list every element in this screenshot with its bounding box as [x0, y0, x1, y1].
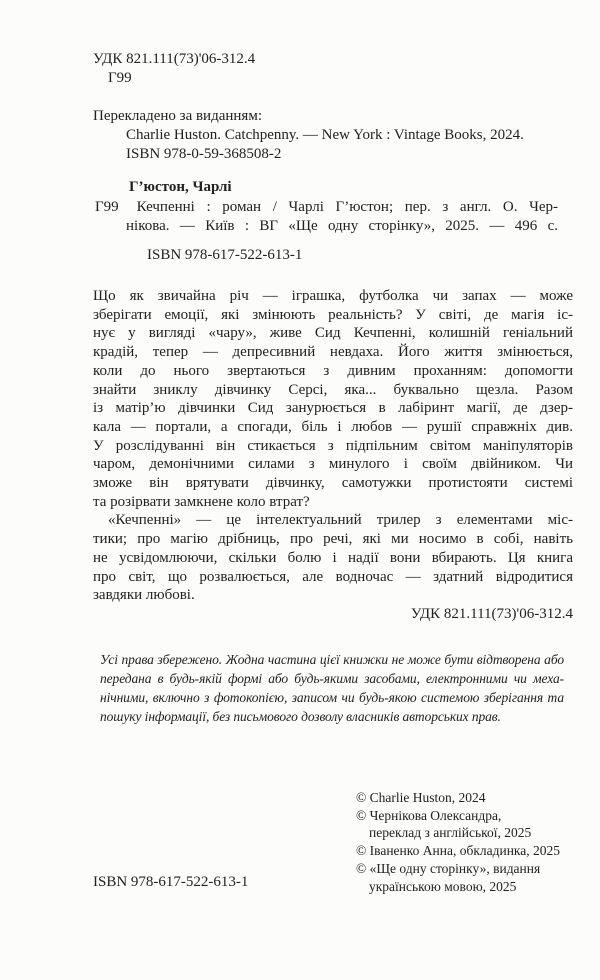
text-line: У розслідуванні він стикається з підпільним світом маніпуляторів: [93, 437, 573, 454]
text-line: нує у вигляді «чару», живе Сид Кечпенні, колишній геніальний: [93, 325, 573, 342]
annotation-paragraph-2: [93, 511, 573, 605]
isbn-bottom: ISBN 978-617-522-613-1: [93, 874, 249, 890]
rights-notice: [100, 650, 564, 726]
text-line: із матір’ю дівчинки Сид занурюється в лабіринт магії, де дзер-: [93, 400, 573, 417]
text-line: знайти зниклу дівчинку Серсі, яка... буквально щезла. Разом: [93, 381, 573, 398]
text-line: завдяки любові.: [93, 587, 195, 604]
text-line: українською мовою, 2025: [369, 878, 517, 894]
text-line: крадій, тепер — депресивний невдаха. Його життя змінюється,: [93, 344, 573, 361]
text-line: Що як звичайна річ — іграшка, футболка чи запах — може: [93, 288, 573, 304]
text-line: © Іваненко Анна, обкладинка, 2025: [356, 843, 561, 859]
udc-number: УДК 821.111(73)'06-312.4: [93, 51, 256, 67]
text-line: коли до нього звертаються з дивним проханням: допомогти: [93, 362, 573, 379]
catalog-author: Г’юстон, Чарлі: [129, 179, 232, 195]
text-line: передана в будь-якій формі або будь-якими засобами, електронними чи меха-: [100, 671, 564, 687]
text-line: чаром, демонічними силами з минулого і своїм двійником. Чи: [93, 456, 573, 473]
source-edition-label: Перекладено за виданням:: [93, 108, 262, 124]
copyright-block: [356, 789, 560, 895]
udc-number-bottom: УДК 821.111(73)'06-312.4: [410, 605, 573, 622]
text-line: зберігати емоції, які змінюють реальність? У світі, де магія іс-: [93, 306, 573, 323]
text-line: про світ, що розвалюється, але водночас — здатний відродитися: [93, 568, 573, 585]
catalog-card: [95, 178, 558, 237]
catalog-entry-line-2: нікова. — Київ : ВГ «Ще одну сторінку», 2025. — 496 с.: [126, 218, 558, 234]
source-edition-isbn: ISBN 978-0-59-368508-2: [126, 145, 282, 162]
source-edition-line: Charlie Huston. Catchpenny. — New York : Vintage Books, 2024.: [126, 126, 524, 143]
catalog-entry-text: Кечпенні : роман / Чарлі Г’юстон; пер. з англ. О. Чер-: [136, 198, 558, 215]
text-line: «Кечпенні» — це інтелектуальний трилер з елементами міс-: [108, 512, 573, 529]
catalog-code: Г99: [95, 198, 119, 215]
text-line: пошуку інформації, без письмового дозволу власників авторських прав.: [100, 709, 501, 725]
text-line: © Charlie Huston, 2024: [356, 790, 486, 805]
isbn-ukrainian-edition: ISBN 978-617-522-613-1: [147, 247, 303, 263]
text-line: кала — портали, а спогади, біль і любов — рушії справжніх див.: [93, 418, 573, 435]
annotation-block: [93, 287, 573, 624]
text-line: © «Ще одну сторінку», видання: [356, 860, 541, 876]
author-sign-code: Г99: [108, 69, 132, 86]
udc-block: [93, 50, 255, 87]
annotation-paragraph-1: [93, 287, 573, 511]
text-line: нічними, включно з фотокопією, записом чи будь-якою системою зберігання та: [100, 690, 564, 706]
text-line: зможе він врятувати дівчинку, самотужки протистояти системі: [93, 475, 573, 492]
source-edition-block: [93, 107, 524, 164]
text-line: переклад з англійської, 2025: [369, 825, 532, 841]
catalog-entry-line-1: [95, 198, 558, 218]
text-line: © Чернікова Олександра,: [356, 807, 502, 823]
text-line: та розірвати замкнене коло втрат?: [93, 493, 310, 510]
text-line: Усі права збережено. Жодна частина цієї книжки не може бути відтворена або: [100, 652, 564, 667]
text-line: не усвідомлюючи, скільки болю і надії вони вбирають. Ця книга: [93, 549, 573, 566]
text-line: тики; про магію дрібниць, про речі, які ми носимо в собі, навіть: [93, 531, 573, 548]
